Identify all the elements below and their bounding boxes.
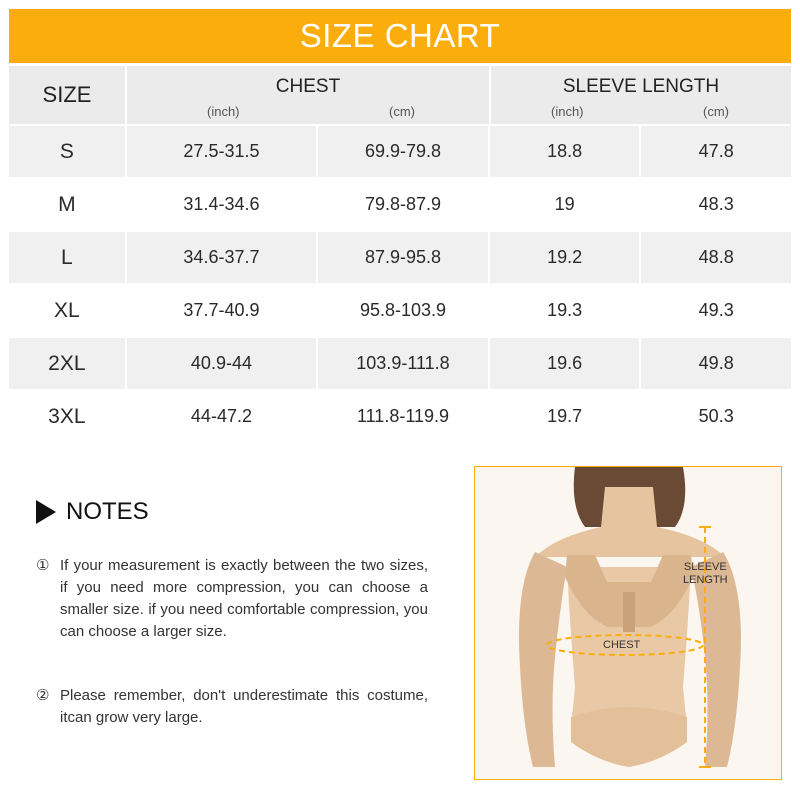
size-cell: XL	[9, 285, 125, 336]
note-item	[36, 685, 428, 729]
sleeve-length-label	[683, 561, 728, 587]
sleeve-cm-cell: 47.8	[641, 126, 791, 177]
sleeve-cm-cell: 50.3	[641, 391, 791, 442]
size-table	[9, 66, 791, 442]
sleeve-inch-cell: 19	[490, 179, 640, 230]
chest-inch-cell: 34.6-37.7	[127, 232, 317, 283]
sleeve-cm-cell: 49.3	[641, 285, 791, 336]
note-number: ①	[36, 557, 50, 574]
table-row	[9, 179, 791, 230]
chest-inch-cell: 27.5-31.5	[127, 126, 317, 177]
chest-unit-cm: (cm)	[389, 104, 415, 119]
sleeve-inch-cell: 19.7	[490, 391, 640, 442]
sleeve-length-header: SLEEVE LENGTH	[562, 76, 720, 97]
sleeve-column-group	[491, 66, 791, 124]
table-header	[9, 66, 791, 124]
chest-cm-cell: 95.8-103.9	[318, 285, 488, 336]
sleeve-inch-cell: 18.8	[490, 126, 640, 177]
model-illustration	[475, 467, 782, 780]
sleeve-unit-inch: (inch)	[551, 104, 584, 119]
size-cell: 2XL	[9, 338, 125, 389]
table-row	[9, 126, 791, 177]
note-item	[36, 555, 428, 643]
sleeve-inch-cell: 19.6	[490, 338, 640, 389]
table-row	[9, 285, 791, 336]
table-row	[9, 391, 791, 442]
chest-cm-cell: 111.8-119.9	[318, 391, 488, 442]
chest-inch-cell: 31.4-34.6	[127, 179, 317, 230]
note-text: Please remember, don't underestimate this costume, itcan grow very large.	[60, 687, 428, 726]
banner-title: SIZE CHART	[299, 17, 501, 54]
chest-cm-cell: 79.8-87.9	[318, 179, 488, 230]
chest-column-group	[127, 66, 489, 124]
table-row	[9, 338, 791, 389]
chest-unit-inch: (inch)	[207, 104, 240, 119]
chest-cm-cell: 87.9-95.8	[318, 232, 488, 283]
size-cell: L	[9, 232, 125, 283]
note-text: If your measurement is exactly between the two sizes, if you need more compression, you can choose a smaller size. if you need comfortable compression, you can choose a larger size.	[60, 557, 428, 640]
sleeve-unit-cm: (cm)	[703, 104, 729, 119]
chest-inch-cell: 44-47.2	[127, 391, 317, 442]
chest-cm-cell: 69.9-79.8	[318, 126, 488, 177]
chest-header: CHEST	[275, 76, 341, 97]
front-hook-closure	[623, 592, 635, 632]
play-triangle-icon	[36, 500, 56, 524]
sleeve-inch-cell: 19.2	[490, 232, 640, 283]
product-photo	[474, 466, 782, 780]
size-column-header: SIZE	[9, 66, 125, 124]
chest-inch-cell: 37.7-40.9	[127, 285, 317, 336]
sleeve-cm-cell: 48.3	[641, 179, 791, 230]
chest-inch-cell: 40.9-44	[127, 338, 317, 389]
sleeve-label-line1: SLEEVE	[683, 561, 727, 573]
size-cell: S	[9, 126, 125, 177]
chest-label: CHEST	[603, 639, 641, 651]
sleeve-label-line2: LENGTH	[683, 574, 728, 586]
size-chart-banner	[9, 9, 791, 63]
chest-cm-cell: 103.9-111.8	[318, 338, 488, 389]
size-cell: M	[9, 179, 125, 230]
notes-heading	[36, 498, 149, 526]
sleeve-cm-cell: 48.8	[641, 232, 791, 283]
sleeve-cm-cell: 49.8	[641, 338, 791, 389]
sleeve-inch-cell: 19.3	[490, 285, 640, 336]
size-cell: 3XL	[9, 391, 125, 442]
table-row	[9, 232, 791, 283]
note-number: ②	[36, 687, 50, 704]
notes-title: NOTES	[66, 498, 149, 525]
